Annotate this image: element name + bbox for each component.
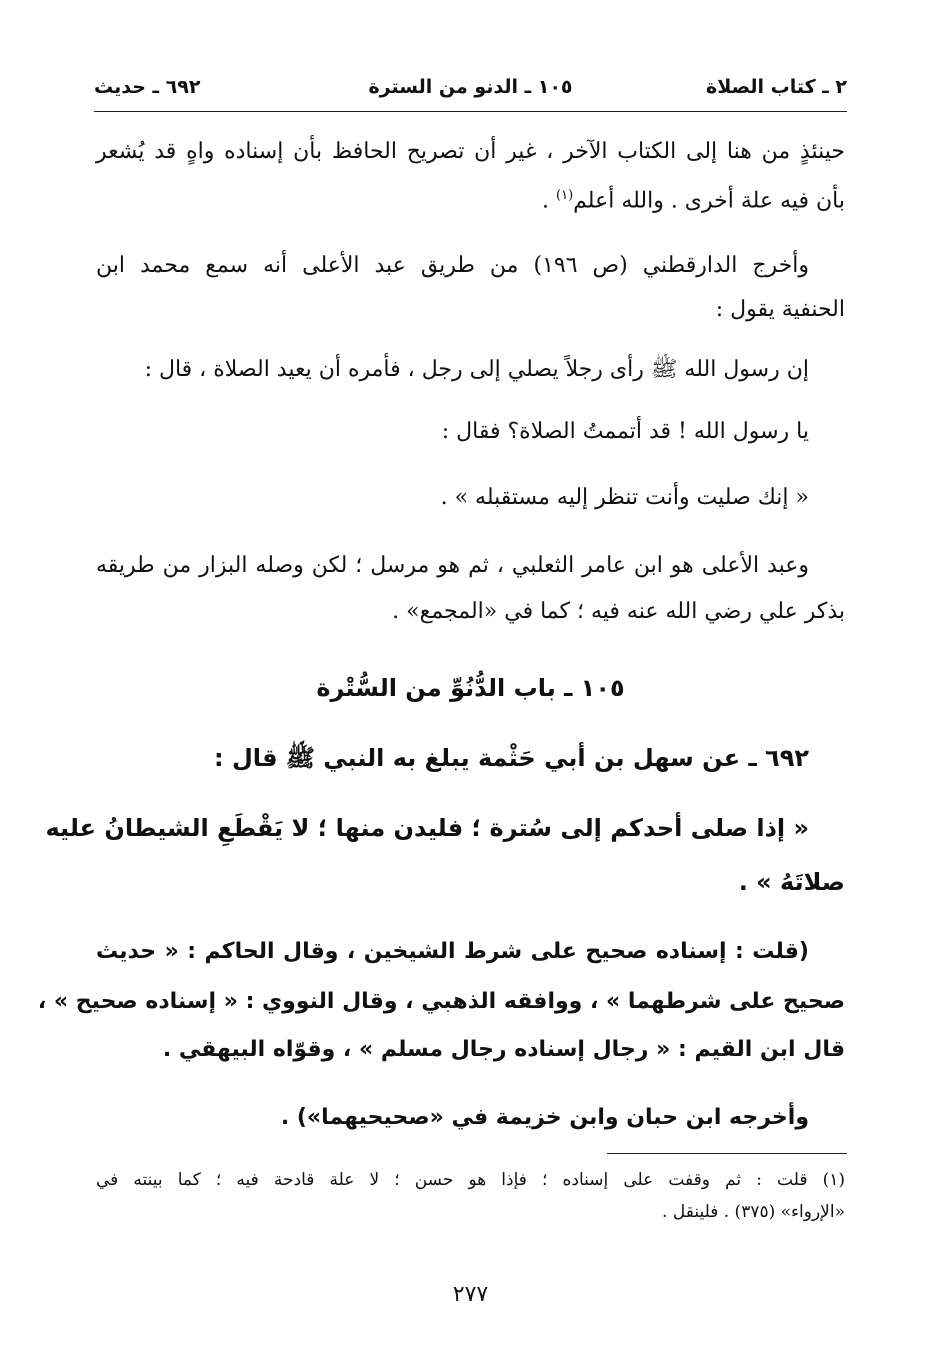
header-chapter-title: ١٠٥ ـ الدنو من السترة — [368, 76, 573, 98]
footnote-line-2: «الإرواء» (٣٧٥) . فلينقل . — [662, 1202, 845, 1222]
paragraph-1-end: . — [542, 188, 557, 214]
commentary-line-4: وأخرجه ابن حبان وابن خزيمة في «صحيحيهما») . — [280, 1105, 809, 1130]
paragraph-3-line-2: بذكر علي رضي الله عنه فيه ؛ كما في «المجمع» . — [392, 599, 845, 624]
footnote-line-1: (١) قلت : ثم وقفت على إسناده ؛ فإذا هو حسن ؛ لا علة قادحة فيه ؛ كما بينته في — [96, 1170, 845, 1190]
footnote-marker: (١) — [556, 188, 574, 203]
quote-line-1: إن رسول الله ﷺ رأى رجلاً يصلي إلى رجل ، فأمره أن يعيد الصلاة ، قال : — [144, 357, 809, 382]
hadith-heading: ٦٩٢ ـ عن سهل بن أبي حَثْمة يبلغ به النبي ﷺ قال : — [214, 744, 809, 772]
commentary-line-1: (قلت : إسناده صحيح على شرط الشيخين ، وقال الحاكم : « حديث — [96, 939, 809, 964]
header-hadith-number: ٦٩٢ ـ حديث — [94, 76, 201, 98]
paragraph-2-line-1: وأخرج الدارقطني (ص ١٩٦) من طريق عبد الأعلى أنه سمع محمد ابن — [96, 253, 809, 278]
paragraph-3-line-1: وعبد الأعلى هو ابن عامر الثعلبي ، ثم هو مرسل ؛ لكن وصله البزار من طريقه — [96, 553, 809, 578]
quote-line-2: يا رسول الله ! قد أتممتُ الصلاة؟ فقال : — [441, 419, 809, 444]
commentary-line-3: قال ابن القيم : « رجال إسناده رجال مسلم » ، وقوّاه البيهقي . — [162, 1037, 845, 1062]
header-book-title: ٢ ـ كتاب الصلاة — [706, 76, 847, 98]
chapter-title: ١٠٥ ـ باب الدُّنُوِّ من السُّتْرة — [316, 674, 625, 702]
hadith-text-line-1: « إذا صلى أحدكم إلى سُترة ؛ فليدن منها ؛ لا يَقْطَعِ الشيطانُ عليه — [45, 814, 809, 842]
running-header — [94, 70, 847, 110]
page-number: ٢٧٧ — [452, 1282, 489, 1307]
paragraph-1-line-1: حينئذٍ من هنا إلى الكتاب الآخر ، غير أن تصريح الحافظ بأن إسناده واهٍ قد يُشعر — [96, 139, 845, 164]
header-rule — [94, 111, 847, 112]
commentary-line-2: صحيح على شرطهما » ، ووافقه الذهبي ، وقال النووي : « إسناده صحيح » ، — [37, 989, 845, 1014]
paragraph-2-line-2: الحنفية يقول : — [715, 297, 845, 322]
hadith-text-line-2: صلاتَهُ » . — [738, 868, 845, 896]
paragraph-1-text: بأن فيه علة أخرى . والله أعلم — [573, 188, 845, 214]
footnote-rule — [607, 1153, 847, 1154]
paragraph-1-line-2 — [96, 176, 845, 216]
quote-line-3: « إنك صليت وأنت تنظر إليه مستقبله » . — [440, 485, 809, 510]
